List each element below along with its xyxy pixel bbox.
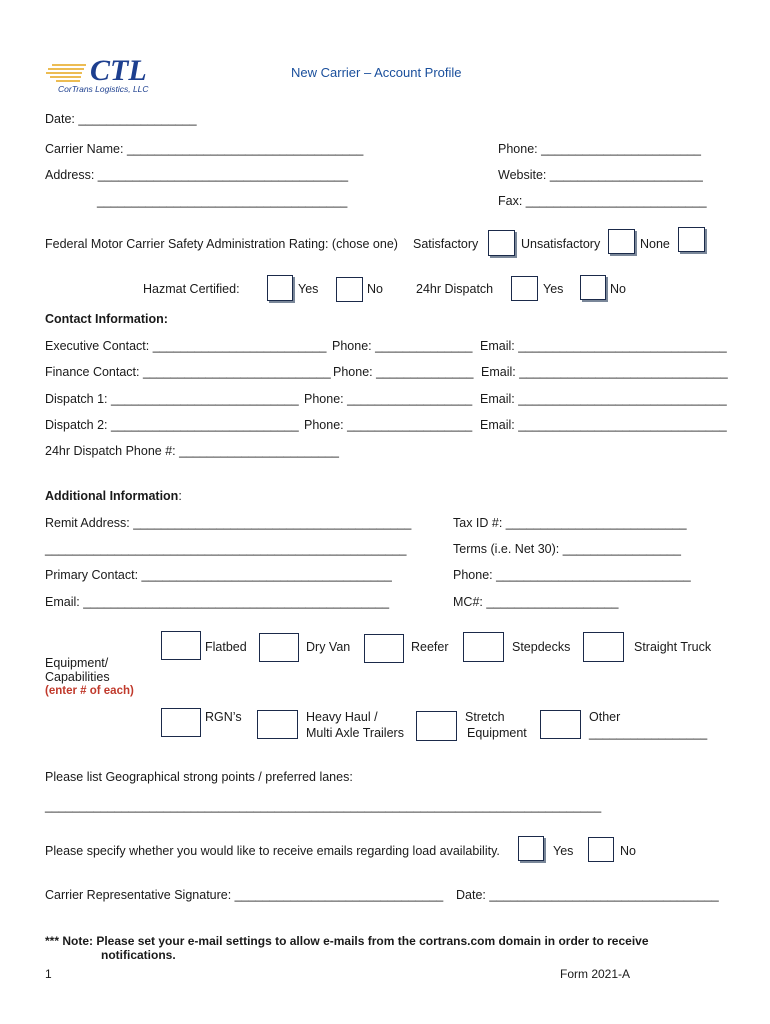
stepdecks-count-input[interactable] [463, 632, 504, 662]
signature-date-field[interactable]: Date: _________________________________ [456, 888, 719, 902]
flatbed-count-input[interactable] [161, 631, 201, 660]
date-field[interactable]: Date: _________________ [45, 112, 197, 126]
page-title: New Carrier – Account Profile [291, 65, 462, 80]
dispatch24-phone-field[interactable]: 24hr Dispatch Phone #: _______________________ [45, 444, 340, 458]
equipment-note: (enter # of each) [45, 685, 134, 697]
email-no-label: No [620, 844, 636, 858]
address-field[interactable]: Address: ____________________________________ [45, 168, 349, 182]
stretch-label: Stretch [465, 710, 505, 724]
hazmat-yes-label: Yes [298, 282, 319, 296]
capabilities-label: Capabilities [45, 670, 110, 684]
tax-id-field[interactable]: Tax ID #: __________________________ [453, 516, 687, 530]
terms-field[interactable]: Terms (i.e. Net 30): _________________ [453, 542, 681, 556]
dispatch1-phone-field[interactable]: Phone: __________________ [304, 392, 473, 406]
dispatch24-label: 24hr Dispatch [416, 282, 494, 296]
email-field[interactable]: Email: ____________________________________________ [45, 595, 390, 609]
dispatch1-field[interactable]: Dispatch 1: ___________________________ [45, 392, 299, 406]
address-line2-field[interactable]: ____________________________________ [97, 194, 348, 208]
dispatch2-phone-field[interactable]: Phone: __________________ [304, 418, 473, 432]
dispatch24-yes-label: Yes [543, 282, 564, 296]
form-number: Form 2021-A [560, 967, 631, 981]
primary-phone-field[interactable]: Phone: ____________________________ [453, 568, 691, 582]
fmcsa-satisfactory-label: Satisfactory [413, 237, 479, 251]
flatbed-label: Flatbed [205, 640, 247, 654]
finance-phone-field[interactable]: Phone: ______________ [333, 365, 474, 379]
fmcsa-unsatisfactory-label: Unsatisfactory [521, 237, 601, 251]
email-yes-checkbox[interactable] [518, 836, 544, 861]
website-field[interactable]: Website: ______________________ [498, 168, 703, 182]
hazmat-label: Hazmat Certified: [143, 282, 240, 296]
stretch-count-input[interactable] [416, 711, 457, 741]
logo-brand: CTL [90, 54, 147, 87]
note-line2: notifications. [101, 948, 176, 962]
email-yes-label: Yes [553, 844, 574, 858]
fmcsa-none-label: None [640, 237, 670, 251]
page-number: 1 [45, 967, 52, 981]
carrier-name-field[interactable]: Carrier Name: __________________________________ [45, 142, 364, 156]
other-label: Other [589, 710, 621, 724]
remit-address-line2-field[interactable]: ____________________________________________________ [45, 542, 407, 556]
stepdecks-label: Stepdecks [512, 640, 571, 654]
rgn-label: RGN’s [205, 710, 242, 724]
dry-van-label: Dry Van [306, 640, 351, 654]
email-no-checkbox[interactable] [588, 837, 614, 862]
primary-contact-field[interactable]: Primary Contact: ____________________________________ [45, 568, 392, 582]
straight-truck-label: Straight Truck [634, 640, 712, 654]
executive-phone-field[interactable]: Phone: ______________ [332, 339, 473, 353]
lanes-field[interactable]: ________________________________________________________________________________ [45, 799, 602, 813]
reefer-count-input[interactable] [364, 634, 404, 663]
equipment-label: Equipment/ [45, 656, 109, 670]
fmcsa-unsatisfactory-checkbox[interactable] [608, 229, 635, 254]
executive-contact-field[interactable]: Executive Contact: _________________________ [45, 339, 327, 353]
dispatch2-field[interactable]: Dispatch 2: ___________________________ [45, 418, 299, 432]
contact-heading: Contact Information: [45, 312, 168, 326]
hazmat-yes-checkbox[interactable] [267, 275, 293, 301]
reefer-label: Reefer [411, 640, 449, 654]
fmcsa-satisfactory-checkbox[interactable] [488, 230, 515, 256]
mc-field[interactable]: MC#: ___________________ [453, 595, 619, 609]
fmcsa-label: Federal Motor Carrier Safety Administration Rating: (chose one) [45, 237, 398, 251]
email-preference-label: Please specify whether you would like to receive emails regarding load availability. [45, 844, 500, 858]
additional-heading: Additional Information: [45, 489, 182, 503]
ctl-logo [46, 50, 166, 94]
lanes-label: Please list Geographical strong points / preferred lanes: [45, 770, 353, 784]
heavy-haul-count-input[interactable] [257, 710, 298, 739]
hazmat-no-checkbox[interactable] [336, 277, 363, 302]
signature-field[interactable]: Carrier Representative Signature: ______________________________ [45, 888, 444, 902]
dispatch24-no-checkbox[interactable] [580, 275, 606, 300]
dispatch24-yes-checkbox[interactable] [511, 276, 538, 301]
dispatch2-email-field[interactable]: Email: ______________________________ [480, 418, 727, 432]
fax-field[interactable]: Fax: __________________________ [498, 194, 707, 208]
rgn-count-input[interactable] [161, 708, 201, 737]
heavy-haul-label: Heavy Haul / [306, 710, 378, 724]
dispatch1-email-field[interactable]: Email: ______________________________ [480, 392, 727, 406]
other-count-input[interactable] [540, 710, 581, 739]
phone-field[interactable]: Phone: _______________________ [498, 142, 701, 156]
multi-axle-label: Multi Axle Trailers [306, 726, 404, 740]
hazmat-no-label: No [367, 282, 383, 296]
note-line1: *** Note: Please set your e-mail settings to allow e-mails from the cortrans.com domain in order to receive [45, 934, 649, 948]
other-field[interactable]: _________________ [589, 726, 708, 740]
remit-address-field[interactable]: Remit Address: ________________________________________ [45, 516, 412, 530]
dispatch24-no-label: No [610, 282, 626, 296]
dry-van-count-input[interactable] [259, 633, 299, 662]
finance-contact-field[interactable]: Finance Contact: ___________________________ [45, 365, 331, 379]
stretch-equipment-label: Equipment [467, 726, 527, 740]
executive-email-field[interactable]: Email: ______________________________ [480, 339, 727, 353]
fmcsa-none-checkbox[interactable] [678, 227, 705, 252]
straight-truck-count-input[interactable] [583, 632, 624, 662]
finance-email-field[interactable]: Email: ______________________________ [481, 365, 728, 379]
logo-tagline: CorTrans Logistics, LLC [58, 84, 149, 94]
